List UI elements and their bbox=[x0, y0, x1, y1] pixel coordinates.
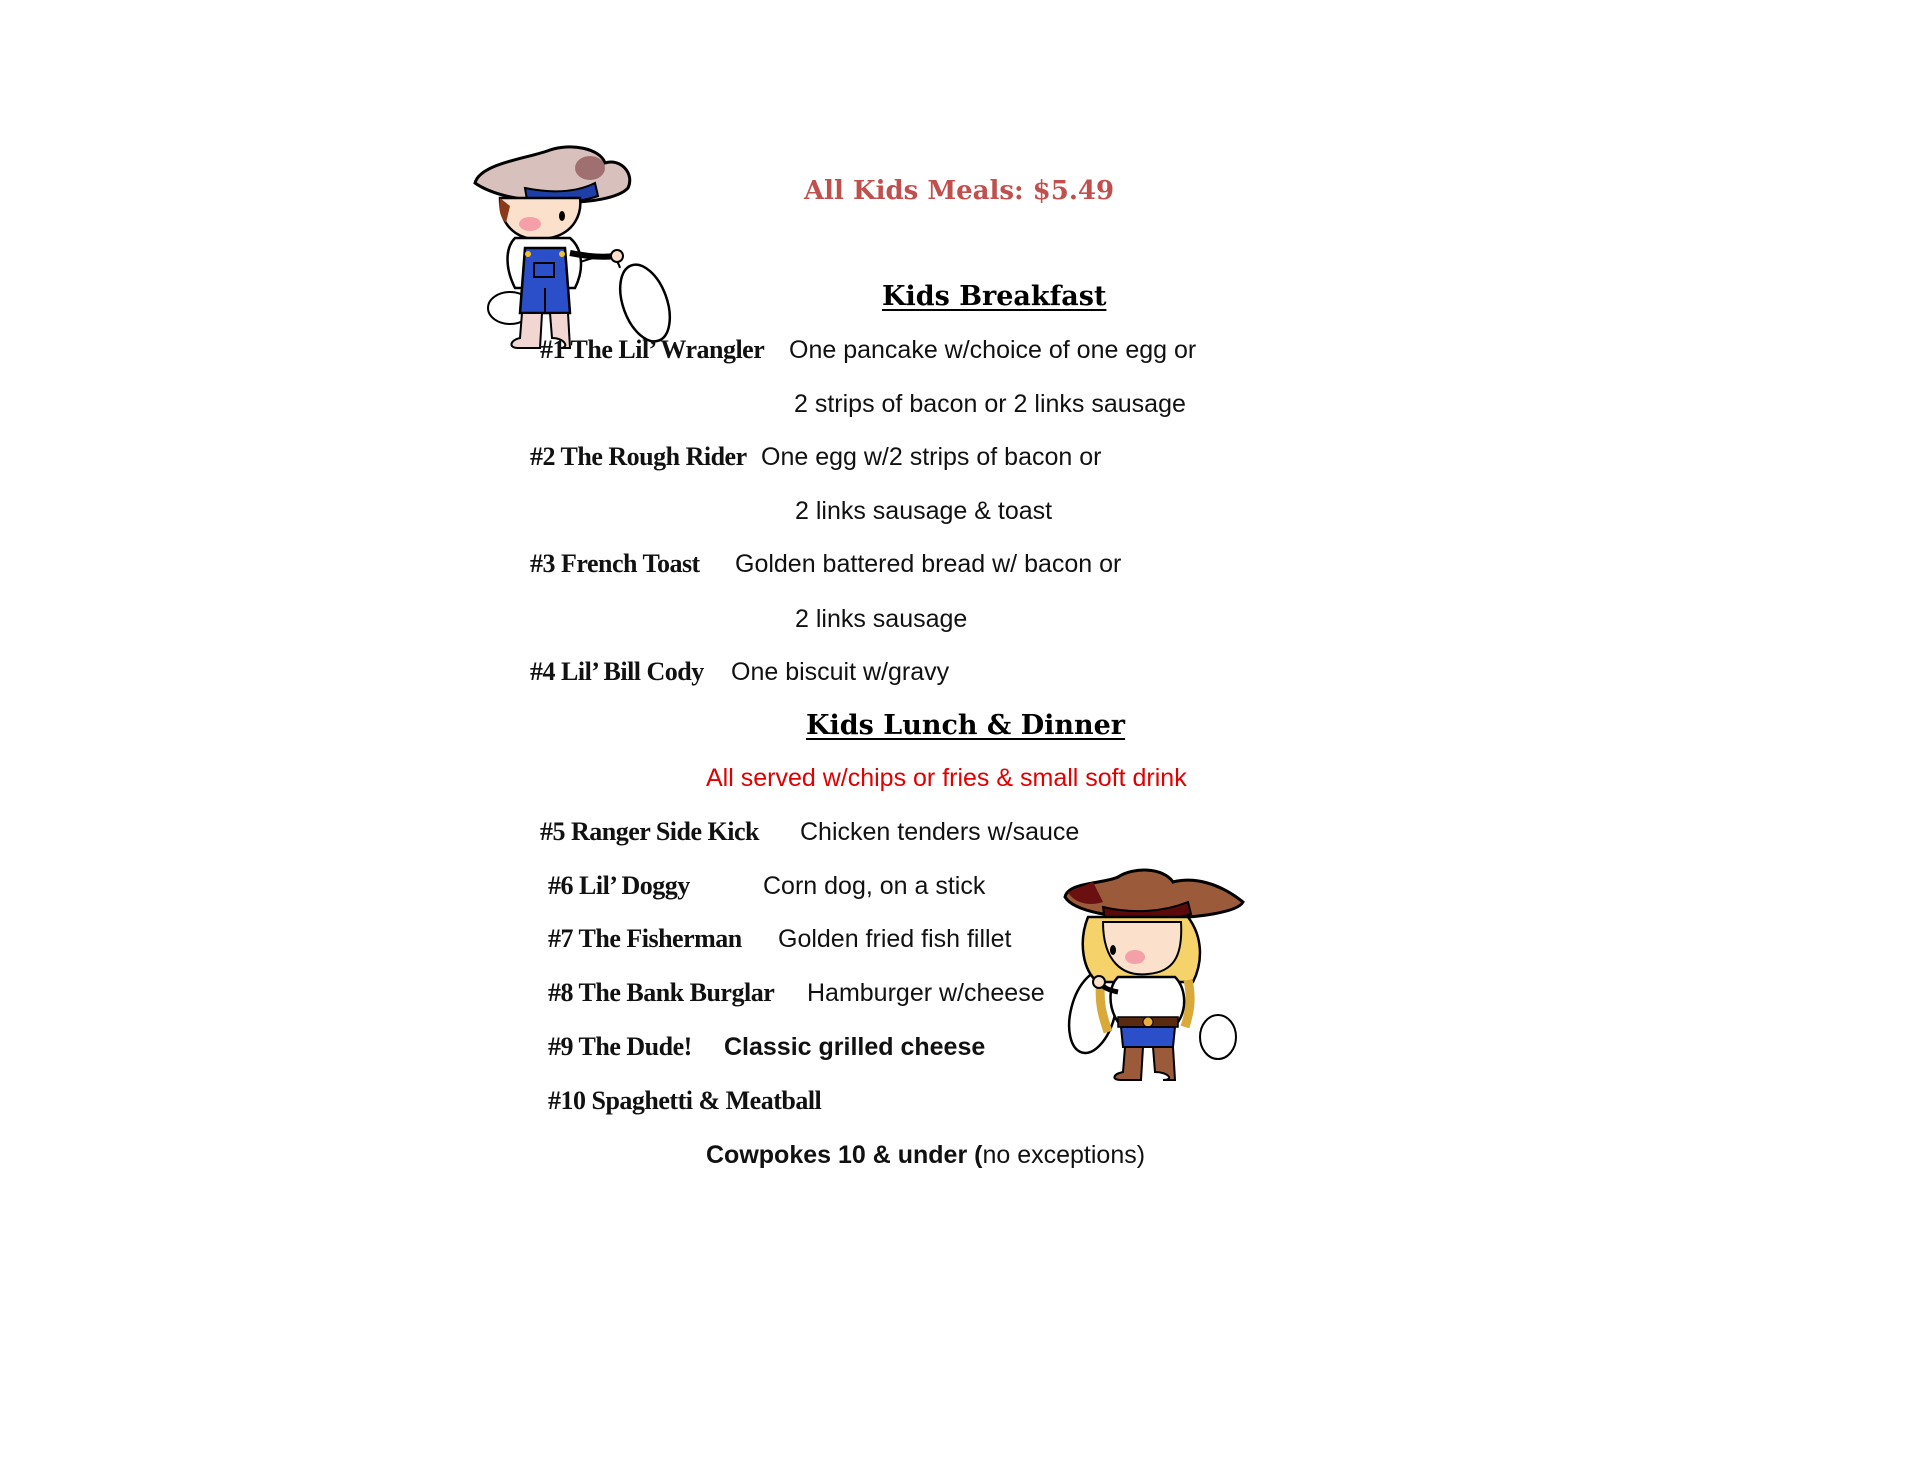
breakfast-item-2-desc: One egg w/2 strips of bacon or bbox=[761, 443, 1102, 471]
breakfast-item-1-name: #1 The Lil’ Wrangler bbox=[540, 335, 765, 364]
breakfast-item-2-desc-cont: 2 links sausage & toast bbox=[795, 497, 1053, 525]
lunch-item-5-name: #5 Ranger Side Kick bbox=[540, 817, 759, 846]
age-note bbox=[706, 1141, 1145, 1170]
lunch-item-9-desc: Classic grilled cheese bbox=[724, 1033, 986, 1061]
breakfast-item-4-desc: One biscuit w/gravy bbox=[731, 658, 950, 686]
lunch-item-9-name: #9 The Dude! bbox=[548, 1032, 692, 1061]
age-note-bold: Cowpokes 10 & under ( bbox=[706, 1141, 983, 1169]
lunch-item-5-desc: Chicken tenders w/sauce bbox=[800, 818, 1080, 846]
breakfast-item-3-name: #3 French Toast bbox=[530, 549, 700, 578]
lunch-item-8-desc: Hamburger w/cheese bbox=[807, 979, 1045, 1007]
lunch-item-10-name: #10 Spaghetti & Meatball bbox=[548, 1086, 822, 1115]
breakfast-item-1-desc-cont: 2 strips of bacon or 2 links sausage bbox=[794, 390, 1186, 418]
cowboy-boy-icon bbox=[470, 138, 680, 353]
lunch-item-6-desc: Corn dog, on a stick bbox=[763, 872, 986, 900]
breakfast-item-4-name: #4 Lil’ Bill Cody bbox=[530, 657, 704, 686]
breakfast-heading: Kids Breakfast bbox=[882, 281, 1107, 312]
lunch-item-7-desc: Golden fried fish fillet bbox=[778, 925, 1012, 953]
breakfast-item-2-name: #2 The Rough Rider bbox=[530, 442, 747, 471]
lunch-dinner-heading: Kids Lunch & Dinner bbox=[806, 710, 1126, 741]
breakfast-item-3-desc: Golden battered bread w/ bacon or bbox=[735, 550, 1122, 578]
lunch-item-7-name: #7 The Fisherman bbox=[548, 924, 742, 953]
cowgirl-icon bbox=[1063, 862, 1248, 1082]
breakfast-item-3-desc-cont: 2 links sausage bbox=[795, 605, 968, 633]
lunch-item-6-name: #6 Lil’ Doggy bbox=[548, 871, 690, 900]
breakfast-item-1-desc: One pancake w/choice of one egg or bbox=[789, 336, 1197, 364]
sides-note: All served w/chips or fries & small soft drink bbox=[706, 764, 1187, 792]
lunch-item-8-name: #8 The Bank Burglar bbox=[548, 978, 775, 1007]
age-note-regular: no exceptions) bbox=[982, 1141, 1146, 1169]
price-line: All Kids Meals: $5.49 bbox=[804, 176, 1115, 206]
